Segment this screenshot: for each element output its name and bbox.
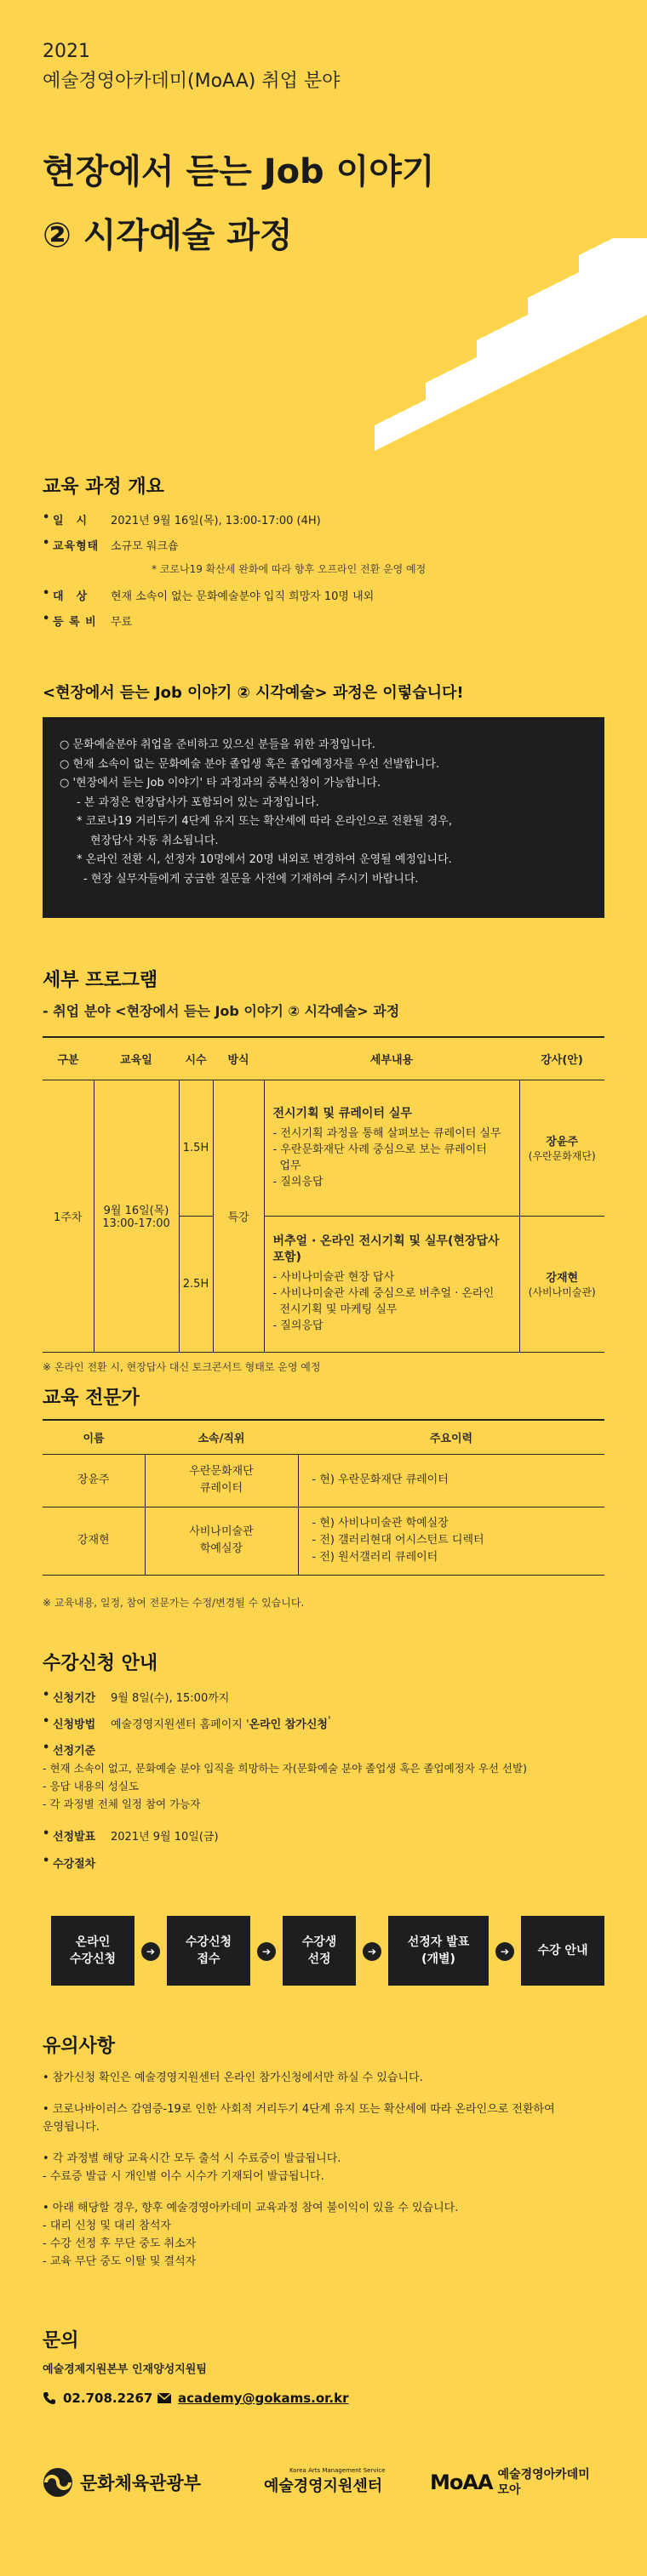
caution-list (43, 2069, 555, 2271)
overview-row-date: • 일 시 2021년 9월 16일(목), 13:00-17:00 (4H) (43, 511, 321, 527)
intro-line: - 현장 실무자들에게 궁금한 질문을 사전에 기재하여 주시기 바랍니다. (83, 872, 419, 886)
schedule-header: 시수 (179, 1037, 213, 1080)
phone-icon (43, 2391, 56, 2405)
expert-org: 사비나미술관 학예실장 (145, 1507, 298, 1575)
experts-header-row (43, 1420, 604, 1454)
schedule-header: 세부내용 (264, 1037, 519, 1080)
caution-item: - 교육 무단 중도 이탈 및 결석자 (43, 2255, 197, 2268)
schedule-content: 버추얼 · 온라인 전시기획 및 실무(현장답사 포함) - 사비나미술관 현장 답사 - 사비나미술관 사례 중심으로 버추얼 · 온라인 전시기획 및 마케팅 실무 - 질의응답 (264, 1216, 519, 1352)
caution-item: • 참가신청 확인은 예술경영지원센터 온라인 참가신청에서만 하실 수 있습니다. (43, 2072, 423, 2084)
schedule-date: 9월 16일(목) 13:00-17:00 (94, 1080, 179, 1352)
gokams-logo: Korea Arts Management Service 예술경영지원센터 (264, 2467, 386, 2495)
caution-item: • 코로나바이러스 감염증-19로 인한 사회적 거리두기 4단계 유지 또는 확산세에 따라 온라인으로 전환하여 (43, 2103, 555, 2116)
intro-heading: <현장에서 듣는 Job 이야기 ② 시각예술> 과정은 이렇습니다! (43, 684, 464, 702)
decorative-stripes (366, 238, 647, 459)
mail-icon (157, 2393, 171, 2403)
schedule-instructor: 강재현 (사비나미술관) (519, 1216, 604, 1352)
experts-note: ※ 교육내용, 일정, 참여 전문가는 수정/변경될 수 있습니다. (43, 1597, 305, 1609)
header-subtitle: 예술경영아카데미(MoAA) 취업 분야 (43, 71, 341, 92)
experts-title: 교육 전문가 (43, 1388, 140, 1409)
schedule-table (43, 1036, 604, 1353)
caution-item: 운영됩니다. (43, 2121, 100, 2134)
step-guide: 수강 안내 (521, 1916, 604, 1986)
taegeuk-icon (43, 2467, 73, 2498)
moaa-logo: MoAA 예술경영아카데미 모아 (430, 2468, 590, 2497)
overview-row-format: • 교육형태 소규모 워크숍 (43, 537, 179, 553)
schedule-hours: 1.5H (179, 1080, 213, 1216)
schedule-week: 1주차 (43, 1080, 94, 1352)
arrow-right-icon: ➔ (141, 1942, 160, 1961)
intro-line: 현장답사 자동 취소됩니다. (90, 834, 219, 847)
contact-dept: 예술경제지원본부 인재양성지원팀 (43, 2363, 207, 2376)
step-selection: 수강생 선정 (283, 1916, 356, 1986)
step-receipt: 수강신청 접수 (167, 1916, 250, 1986)
expert-org: 우란문화재단 큐레이터 (145, 1454, 298, 1507)
caution-item: - 수강 선정 후 무단 중도 취소자 (43, 2237, 197, 2250)
experts-header: 소속/직위 (145, 1420, 298, 1454)
schedule-content: 전시기획 및 큐레이터 실무 - 전시기획 과정을 통해 살펴보는 큐레이터 실무 - 우란문화재단 사례 중심으로 보는 큐레이터 업무 - 질의응답 (264, 1080, 519, 1216)
expert-career: - 현) 사비나미술관 학예실장 - 전) 갤러리현대 어시스턴트 디렉터 - 전) 원서갤러리 큐레이터 (298, 1507, 604, 1575)
schedule-header: 방식 (213, 1037, 264, 1080)
step-announce: 선정자 발표 (개별) (388, 1916, 489, 1986)
schedule-row (43, 1080, 604, 1216)
schedule-method: 특강 (213, 1080, 264, 1352)
caution-title: 유의사항 (43, 2036, 116, 2057)
experts-header: 이름 (43, 1420, 145, 1454)
intro-line: - 본 과정은 현장답사가 포함되어 있는 과정입니다. (77, 795, 319, 809)
apply-period: • 신청기간 9월 8일(수), 15:00까지 (43, 1689, 230, 1705)
apply-criteria: • 선정기준 (43, 1741, 96, 1758)
schedule-header: 구분 (43, 1037, 94, 1080)
experts-row (43, 1454, 604, 1507)
intro-line: ○ '현장에서 듣는 Job 이야기' 타 과정과의 중복신청이 가능합니다. (60, 777, 381, 789)
program-note: ※ 온라인 전환 시, 현장답사 대신 토크콘서트 형태로 운영 예정 (43, 1361, 321, 1373)
program-subtitle: - 취업 분야 <현장에서 듣는 Job 이야기 ② 시각예술> 과정 (43, 1003, 400, 1019)
caution-item: • 아래 해당할 경우, 향후 예술경영아카데미 교육과정 참여 불이익이 있을 수 있습니다. (43, 2202, 459, 2214)
caution-item: - 대리 신청 및 대리 참석자 (43, 2220, 171, 2232)
program-title: 세부 프로그램 (43, 970, 158, 991)
apply-title: 수강신청 안내 (43, 1653, 158, 1674)
expert-name: 장윤주 (43, 1454, 145, 1507)
expert-career: - 현) 우란문화재단 큐레이터 (298, 1454, 604, 1507)
overview-row-target: • 대 상 현재 소속이 없는 문화예술분야 입직 희망자 10명 내외 (43, 587, 375, 603)
schedule-header: 강사(안) (519, 1037, 604, 1080)
intro-line: * 온라인 전환 시, 선정자 10명에서 20명 내외로 변경하여 운영될 예정입니다. (77, 853, 452, 866)
schedule-header-row (43, 1037, 604, 1080)
apply-criteria-list: - 현재 소속이 없고, 문화예술 분야 입직을 희망하는 자(문화예술 분야 졸업생 혹은 졸업예정자 우선 선발) - 응답 내용의 성실도 - 각 과정별 전체 일정 참여 가능자 (43, 1762, 527, 1810)
page-subtitle: ② 시각예술 과정 (43, 216, 293, 255)
overview-row-fee: • 등 록 비 무료 (43, 613, 133, 629)
overview-format-note: * 코로나19 확산세 완화에 따라 향후 오프라인 전환 운영 예정 (152, 563, 427, 575)
arrow-right-icon: ➔ (257, 1942, 276, 1961)
step-online-apply: 온라인 수강신청 (51, 1916, 135, 1986)
expert-name: 강재현 (43, 1507, 145, 1575)
caution-item: • 각 과정별 해당 교육시간 모두 출석 시 수료증이 발급됩니다. (43, 2152, 341, 2165)
overview-title: 교육 과정 개요 (43, 476, 164, 498)
schedule-hours: 2.5H (179, 1216, 213, 1352)
contact-email[interactable]: academy@gokams.or.kr (157, 2391, 349, 2406)
arrow-right-icon: ➔ (495, 1942, 514, 1961)
experts-header: 주요이력 (298, 1420, 604, 1454)
header-year: 2021 (43, 41, 90, 62)
apply-announce: • 선정발표 2021년 9월 10일(금) (43, 1827, 219, 1844)
intro-line: ○ 문화예술분야 취업을 준비하고 있으신 분들을 위한 과정입니다. (60, 738, 375, 751)
arrow-right-icon: ➔ (363, 1942, 381, 1961)
experts-row (43, 1507, 604, 1575)
schedule-header: 교육일 (94, 1037, 179, 1080)
apply-steps-label: • 수강절차 (43, 1855, 96, 1871)
intro-line: ○ 현재 소속이 없는 문화예술 분야 졸업생 혹은 졸업예정자를 우선 선발합니다. (60, 757, 440, 771)
schedule-instructor: 장윤주 (우란문화재단) (519, 1080, 604, 1216)
contact-phone: 02.708.2267 (43, 2391, 152, 2406)
mcst-logo: 문화체육관광부 (43, 2467, 201, 2498)
intro-box (43, 717, 604, 918)
intro-line: * 코로나19 거리두기 4단계 유지 또는 확산세에 따라 온라인으로 전환될 경우, (77, 815, 452, 828)
experts-table (43, 1419, 604, 1576)
apply-method: • 신청방법 예술경영지원센터 홈페이지 ' 온라인 참가신청 ' (43, 1715, 331, 1731)
caution-item: - 수료증 발급 시 개인별 이수 시수가 기재되어 발급됩니다. (43, 2170, 324, 2183)
contact-title: 문의 (43, 2330, 79, 2351)
page-title: 현장에서 듣는 Job 이야기 (43, 152, 435, 191)
